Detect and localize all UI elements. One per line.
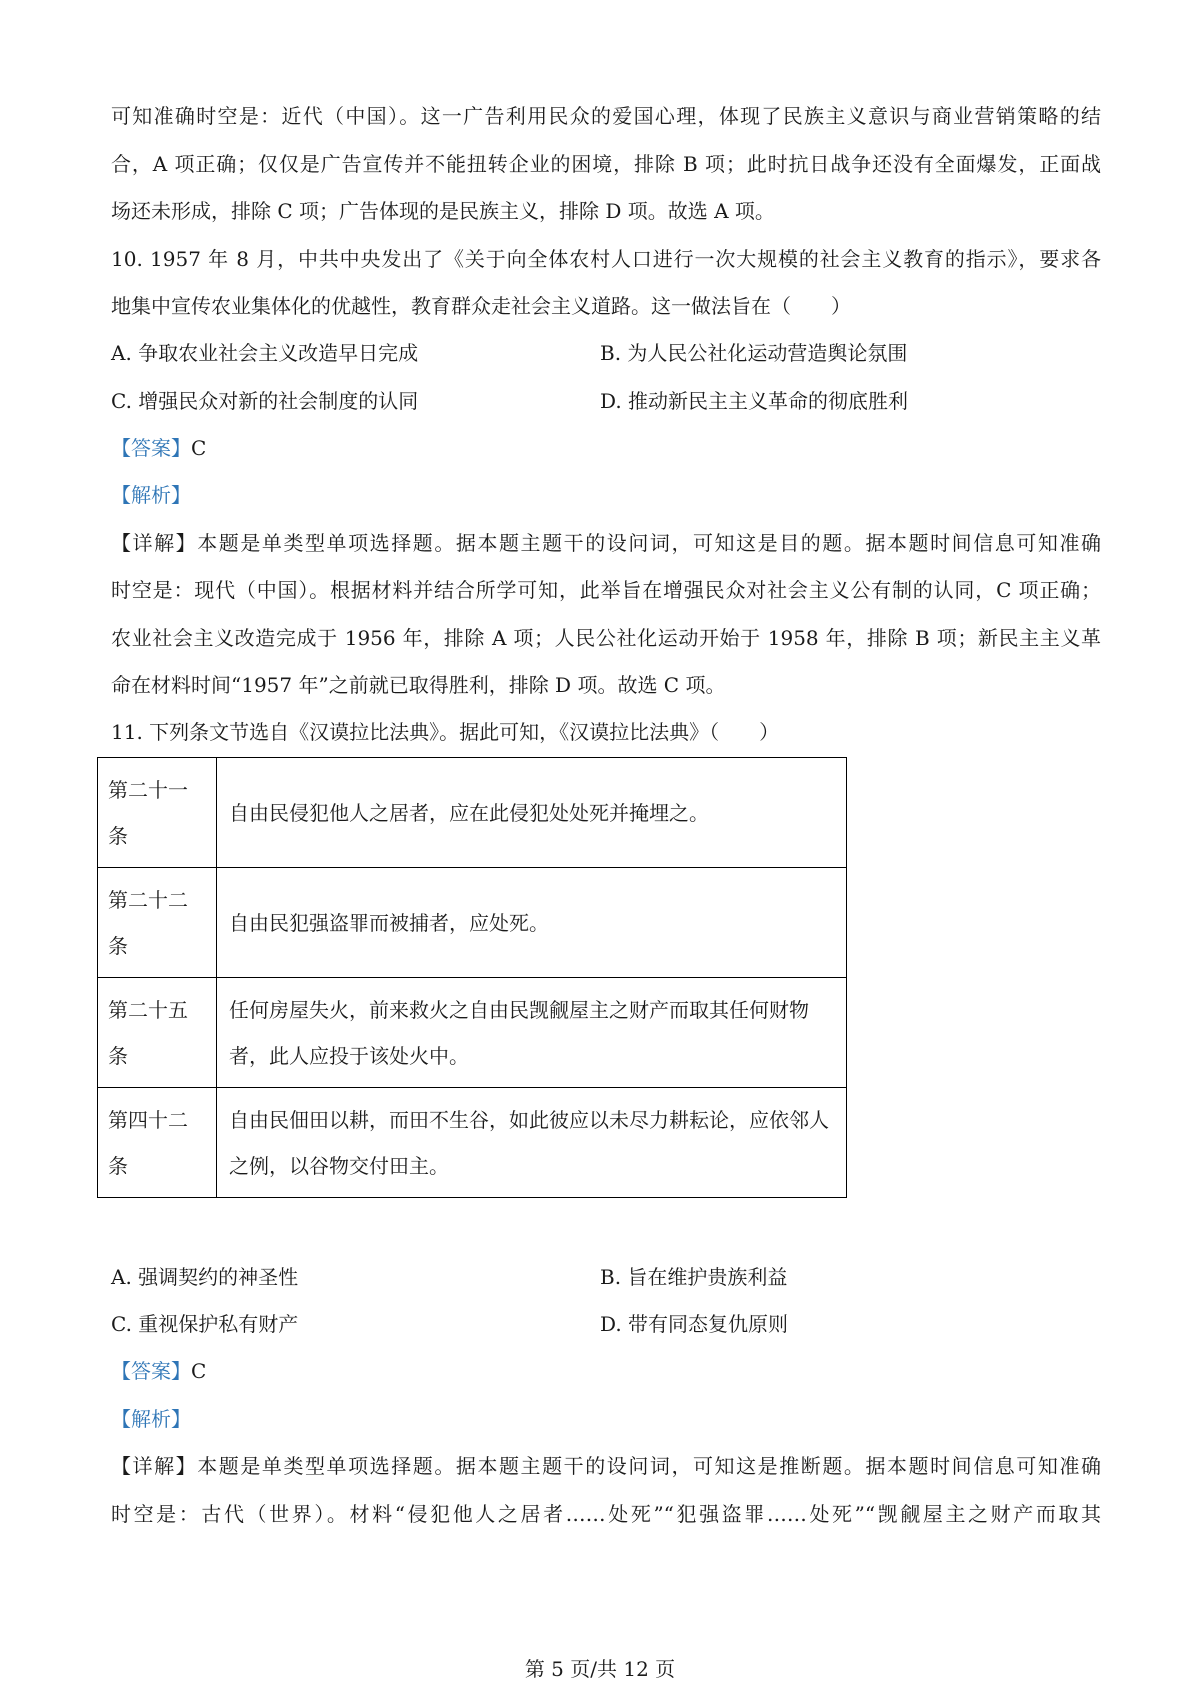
answer-label: 【答案】 [111, 436, 191, 460]
paragraph-line: 可知准确时空是：近代（中国）。这一广告利用民众的爱国心理，体现了民族主义意识与商业营销策略的结 [111, 104, 1101, 128]
table-row [98, 1088, 847, 1198]
analysis-label: 【解析】 [111, 1407, 191, 1431]
paragraph-line: 合，A 项正确；仅仅是广告宣传并不能扭转企业的困境，排除 B 项；此时抗日战争还没有全面爆发，正面战 [111, 152, 1101, 176]
answer-value: C [191, 436, 207, 460]
page-footer: 第 5 页/共 12 页 [524, 1657, 676, 1681]
answer-line [111, 434, 206, 462]
article-text: 自由民佃田以耕，而田不生谷，如此彼应以未尽力耕耘论，应依邻人之例，以谷物交付田主。 [217, 1088, 847, 1198]
analysis-label: 【解析】 [111, 483, 191, 507]
detail-line: 命在材料时间“1957 年”之前就已取得胜利，排除 D 项。故选 C 项。 [111, 673, 726, 697]
question-11-stem: 11. 下列条文节选自《汉谟拉比法典》。据此可知，《汉谟拉比法典》（ ） [111, 720, 780, 744]
detail-line: 时空是：古代（世界）。材料“侵犯他人之居者……处死”“犯强盗罪……处死”“觊觎屋主之财产而取其 [111, 1502, 1101, 1526]
paragraph-line: 场还未形成，排除 C 项；广告体现的是民族主义，排除 D 项。故选 A 项。 [111, 199, 775, 223]
question-10-stem: 10. 1957 年 8 月，中共中央发出了《关于向全体农村人口进行一次大规模的社会主义教育的指示》，要求各 [111, 247, 1101, 271]
law-articles-table [97, 757, 847, 1198]
option-a: A. 争取农业社会主义改造早日完成 [111, 341, 419, 365]
article-number: 第二十五条 [98, 978, 217, 1088]
article-text: 自由民犯强盗罪而被捕者，应处死。 [217, 868, 847, 978]
option-b: B. 旨在维护贵族利益 [600, 1265, 788, 1289]
detail-line: 时空是：现代（中国）。根据材料并结合所学可知，此举旨在增强民众对社会主义公有制的认同，C 项正确； [111, 578, 1101, 602]
detail-line: 农业社会主义改造完成于 1956 年，排除 A 项；人民公社化运动开始于 1958 年，排除 B 项；新民主主义革 [111, 626, 1101, 650]
article-number: 第二十二条 [98, 868, 217, 978]
question-10-stem: 地集中宣传农业集体化的优越性，教育群众走社会主义道路。这一做法旨在（ ） [111, 294, 851, 318]
detail-line: 【详解】本题是单类型单项选择题。据本题主题干的设问词，可知这是推断题。据本题时间信息可知准确 [111, 1454, 1101, 1478]
option-c: C. 重视保护私有财产 [111, 1312, 299, 1336]
detail-line: 【详解】本题是单类型单项选择题。据本题主题干的设问词，可知这是目的题。据本题时间信息可知准确 [111, 531, 1101, 555]
table-row [98, 978, 847, 1088]
table-row [98, 758, 847, 868]
option-a: A. 强调契约的神圣性 [111, 1265, 299, 1289]
answer-value: C [191, 1359, 207, 1383]
article-number: 第二十一条 [98, 758, 217, 868]
article-number: 第四十二条 [98, 1088, 217, 1198]
option-b: B. 为人民公社化运动营造舆论氛围 [600, 341, 908, 365]
option-d: D. 推动新民主主义革命的彻底胜利 [600, 389, 909, 413]
option-c: C. 增强民众对新的社会制度的认同 [111, 389, 419, 413]
answer-line [111, 1357, 206, 1385]
option-d: D. 带有同态复仇原则 [600, 1312, 789, 1336]
table-row [98, 868, 847, 978]
article-text: 任何房屋失火，前来救火之自由民觊觎屋主之财产而取其任何财物者，此人应投于该处火中。 [217, 978, 847, 1088]
answer-label: 【答案】 [111, 1359, 191, 1383]
article-text: 自由民侵犯他人之居者，应在此侵犯处处死并掩埋之。 [217, 758, 847, 868]
